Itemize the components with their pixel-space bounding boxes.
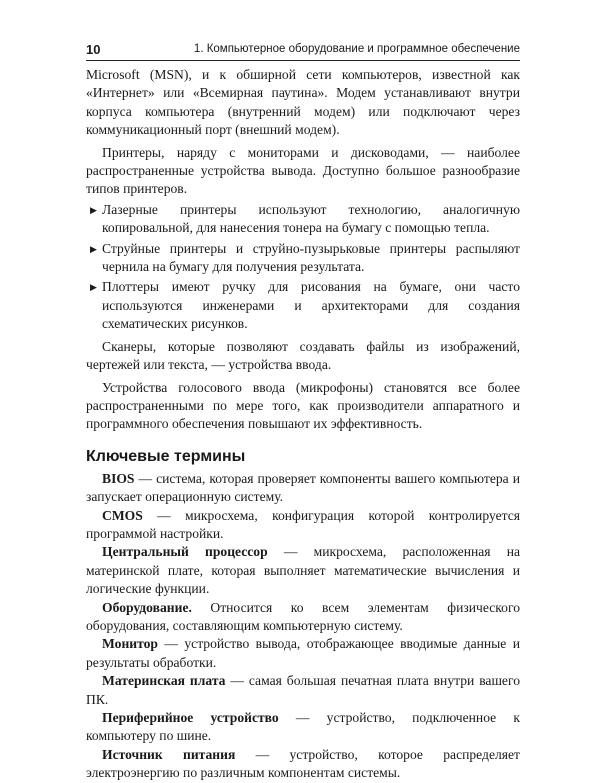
list-item [86,278,520,333]
term-text: — устройство, которое распределяет электроэнергию по различным компонентам системы. [86,746,520,781]
term-name: BIOS [102,470,135,486]
paragraph-voice-input: Устройства голосового ввода (микрофоны) становятся все более распространенными по мере того, как производители аппаратного и программного обеспечения повышают их эффективность. [86,379,520,432]
paragraph-printers: Принтеры, наряду с мониторами и дисководами, — наиболее распространенные устройства вывода. Доступно большое разнообразие типов принтеров. [86,144,520,197]
term-definition [86,599,520,636]
term-text: — микросхема, конфигурация которой контролируется программой настройки. [86,507,520,541]
term-definition [86,543,520,598]
term-definition [86,507,520,544]
section-heading: Ключевые термины [86,447,246,465]
term-definition [86,635,520,672]
term-text: — система, которая проверяет компоненты вашего компьютера и запускает операционную систему. [86,470,520,505]
term-definition [86,746,520,783]
term-text: — микросхема, расположенная на материнской плате, которая выполняет математические вычисления и логические функции. [86,544,520,597]
term-name: Центральный процессор [102,544,268,560]
paragraph-modem: Microsoft (MSN), и к обширной сети компьютеров, известной как «Интернет» или «Всемирная паутина». Модем устанавливают внутри корпуса компьютера (внутренний модем) или подключают через коммуникационный порт (внешний модем). [86,67,520,138]
page-body [86,66,520,783]
term-name: CMOS [102,507,143,523]
page-header [86,40,520,61]
page-number: 10 [86,42,101,57]
term-name: Периферийное устройство [102,710,279,725]
term-definition [86,470,520,507]
term-name: Источник питания [102,746,236,762]
term-text: — устройство вывода, отображающее вводимые данные и результаты обработки. [86,636,520,670]
term-text: — самая большая печатная плата внутри вашего ПК. [86,673,520,707]
running-title: 1. Компьютерное оборудование и программное обеспечение [193,43,520,55]
triangle-bullet-icon: ▶ [90,243,97,254]
triangle-bullet-icon: ▶ [90,282,97,293]
printer-types-list [86,201,520,334]
term-name: Монитор [102,636,158,652]
term-name: Оборудование. [102,599,192,615]
list-item-text: Лазерные принтеры используют технологию, аналогичную копировальной, для нанесения тонера на бумагу с помощью тепла. [102,201,520,236]
term-definition [86,709,520,746]
triangle-bullet-icon: ▶ [90,204,97,215]
term-text: — устройство, подключенное к компьютеру по шине. [86,710,520,744]
list-item-text: Струйные принтеры и струйно-пузырьковые принтеры распыляют чернила на бумагу для получения результата. [102,240,520,275]
paragraph-scanners: Сканеры, которые позволяют создавать файлы из изображений, чертежей или текста, — устройства ввода. [86,338,520,373]
list-item-text: Плоттеры имеют ручку для рисования на бумаге, они часто используются инженерами и архитекторами для создания схематических рисунков. [102,279,520,332]
list-item [86,201,520,238]
term-name: Материнская плата [102,673,226,689]
list-item [86,240,520,277]
term-text: Относится ко всем элементам физического оборудования, составляющим компьютерную систему. [86,599,520,633]
term-definition [86,672,520,709]
